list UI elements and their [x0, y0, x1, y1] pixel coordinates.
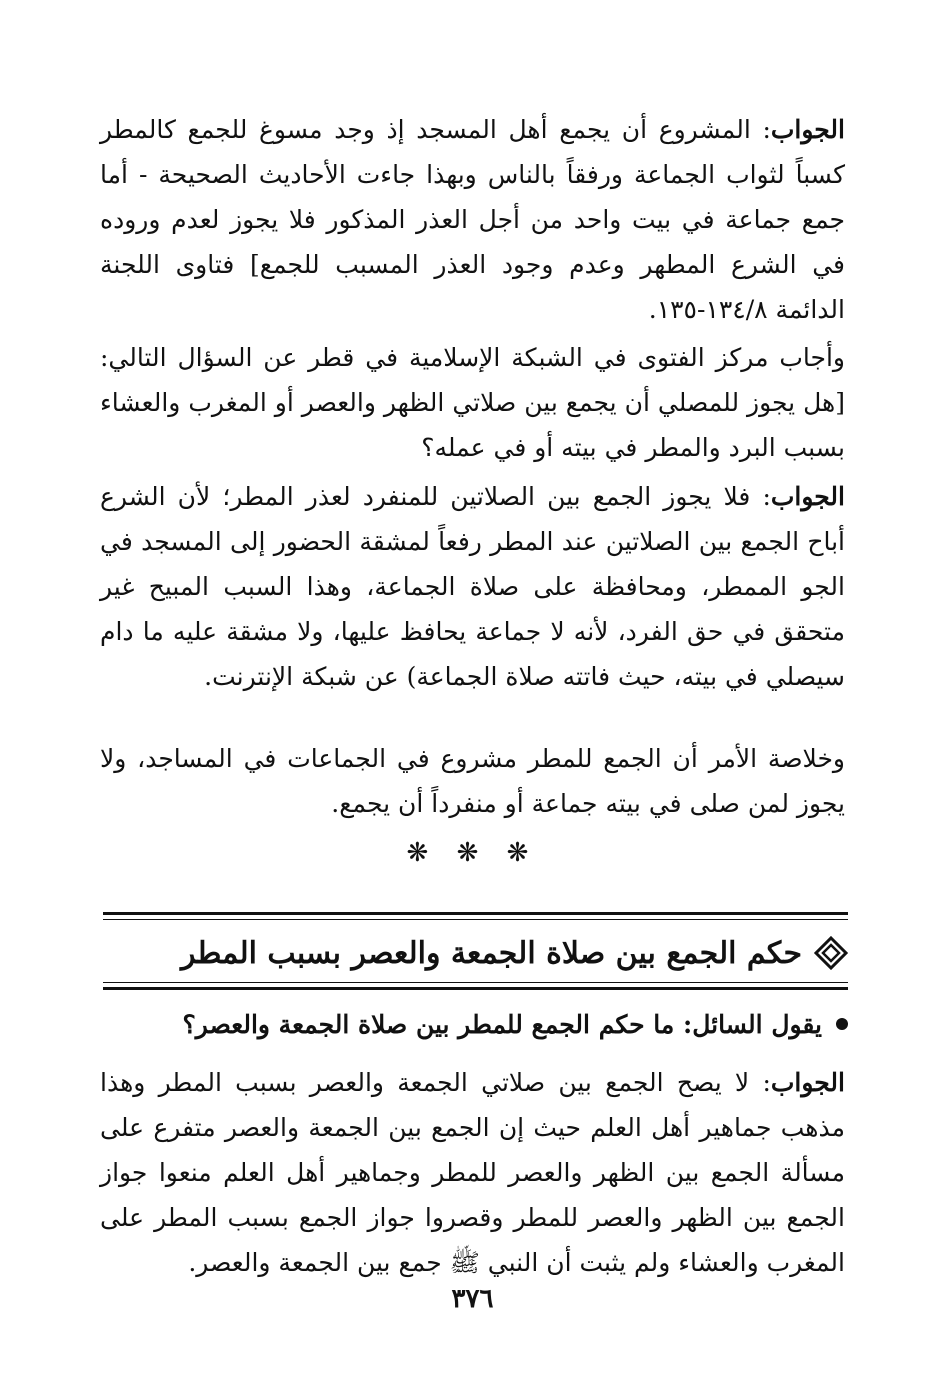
heading-bottom-rule-thin: [103, 982, 848, 983]
answer-text: : لا يصح الجمع بين صلاتي الجمعة والعصر بسبب المطر وهذا مذهب جماهير أهل العلم حيث إن الجمع بين الجمعة والعصر متفرع على مسألة الجمع بين الظهر والعصر للمطر وجماهير أهل العلم منعوا جواز الجمع بين الظهر والعصر للمطر وقصروا جواز الجمع بسبب المطر على المغرب والعشاء ولم يثبت أن النبي ﷺ جمع بين الجمعة والعصر.: [100, 1068, 845, 1277]
answer-paragraph-friday: [100, 1060, 845, 1285]
section-heading-title: حكم الجمع بين صلاة الجمعة والعصر بسبب المطر: [180, 935, 802, 971]
heading-top-rule-thin: [103, 919, 848, 920]
answer-text: : المشروع أن يجمع أهل المسجد إذ وجد مسوغ للجمع كالمطر كسباً لثواب الجماعة ورفقاً بالناس وبهذا جاءت الأحاديث الصحيحة - أما جمع جماعة في بيت واحد من أجل العذر المذكور فلا يجوز لعدم وروده في الشرع المطهر وعدم وجود العذر المسبب للجمع] فتاوى اللجنة الدائمة ١٣٤/٨-١٣٥.: [100, 115, 845, 324]
answer-text: : فلا يجوز الجمع بين الصلاتين للمنفرد لعذر المطر؛ لأن الشرع أباح الجمع بين الصلاتين عند المطر رفعاً لمشقة الحضور إلى المسجد في الجو الممطر، ومحافظة على صلاة الجماعة، وهذا السبب المبيح غير متحقق في حق الفرد، لأنه لا جماعة يحافظ عليها، ولا مشقة عليه ما دام سيصلي في بيته، حيث فاتته صلاة الجماعة) عن شبكة الإنترنت.: [100, 482, 845, 691]
conclusion-text: وخلاصة الأمر أن الجمع للمطر مشروع في الجماعات في المساجد، ولا يجوز لمن صلى في بيته جماعة أو منفرداً أن يجمع.: [100, 744, 845, 818]
answer-label: الجواب: [770, 115, 845, 144]
page-number: ٣٧٦: [451, 1284, 494, 1314]
section-separator: ❋ ❋ ❋: [406, 838, 539, 868]
fatwa-center-question-paragraph: [100, 335, 845, 470]
question-line: [183, 1002, 848, 1046]
answer-label: الجواب: [770, 482, 845, 511]
bullet-icon: [836, 1018, 848, 1030]
conclusion-paragraph: [100, 736, 845, 826]
diamond-icon: [814, 936, 848, 970]
answer-label: الجواب: [770, 1068, 845, 1097]
question-text: يقول السائل: ما حكم الجمع للمطر بين صلاة الجمعة والعصر؟: [182, 1009, 822, 1039]
heading-top-rule-thick: [103, 912, 848, 915]
question-text: وأجاب مركز الفتوى في الشبكة الإسلامية في قطر عن السؤال التالي: [هل يجوز للمصلي أن يجمع بين صلاتي الظهر والعصر أو المغرب والعشاء بسبب البرد والمطر في بيته أو في عمله؟: [100, 343, 845, 462]
section-heading: [181, 930, 848, 976]
answer-paragraph-fatwa-center: [100, 474, 845, 699]
answer-paragraph-committee: [100, 107, 845, 332]
heading-bottom-rule-thick: [103, 987, 848, 990]
